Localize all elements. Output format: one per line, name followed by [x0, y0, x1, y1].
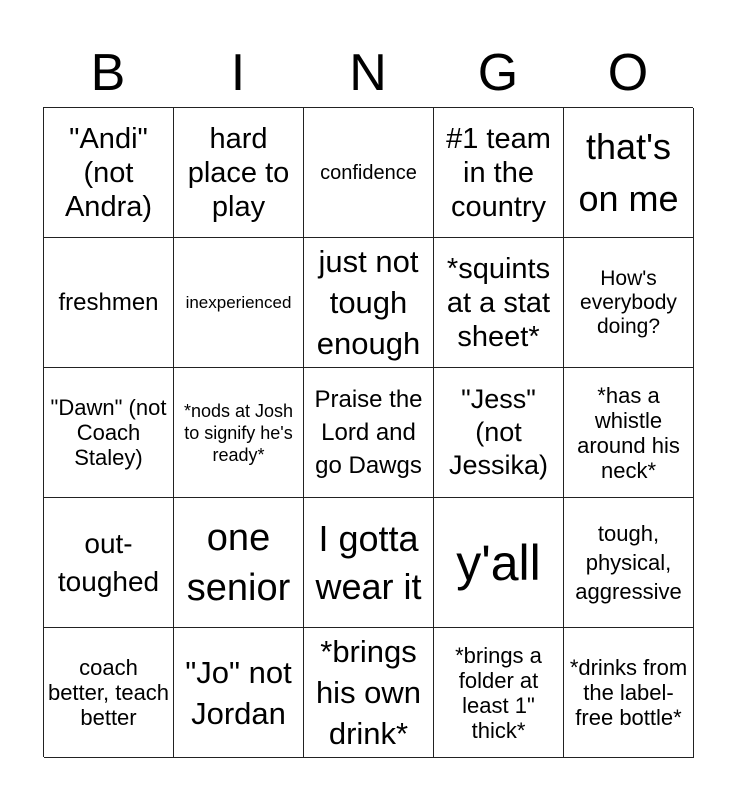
- bingo-cell-r1-c2[interactable]: [174, 108, 304, 238]
- bingo-header: [43, 40, 693, 106]
- bingo-cell-r2-c2[interactable]: [174, 238, 304, 368]
- bingo-cell-r3-c2[interactable]: [174, 368, 304, 498]
- header-letter-i: I: [230, 44, 246, 102]
- bingo-cell-r3-c3[interactable]: [304, 368, 434, 498]
- header-letter-o: O: [607, 44, 649, 102]
- cell-text: that's on me: [578, 125, 679, 219]
- cell-text: "Jess" (not Jessika): [448, 384, 549, 480]
- bingo-cell-r2-c1[interactable]: [44, 238, 174, 368]
- cell-text: just not tough enough: [316, 244, 421, 361]
- cell-text: y'all: [456, 534, 541, 591]
- cell-text: Praise the Lord and go Dawgs: [314, 386, 423, 479]
- bingo-cell-r4-c3[interactable]: [304, 498, 434, 628]
- bingo-cell-r4-c5[interactable]: [564, 498, 694, 628]
- bingo-cell-r1-c1[interactable]: [44, 108, 174, 238]
- cell-text: *nods at Josh to signify he's ready*: [183, 400, 294, 465]
- bingo-cell-r3-c1[interactable]: [44, 368, 174, 498]
- bingo-cell-r5-c1[interactable]: [44, 628, 174, 758]
- bingo-card-grid: [43, 107, 693, 757]
- bingo-cell-r5-c5[interactable]: [564, 628, 694, 758]
- cell-text: *brings his own drink*: [315, 634, 422, 751]
- cell-text: one senior: [186, 516, 291, 609]
- cell-text: *squints at a stat sheet*: [446, 252, 551, 353]
- bingo-cell-r2-c5[interactable]: [564, 238, 694, 368]
- bingo-cell-r2-c3[interactable]: [304, 238, 434, 368]
- header-letter-n: N: [349, 44, 387, 102]
- bingo-cell-r4-c1[interactable]: [44, 498, 174, 628]
- bingo-cell-r5-c3[interactable]: [304, 628, 434, 758]
- bingo-cell-r4-c4[interactable]: [434, 498, 564, 628]
- cell-text: coach better, teach better: [47, 655, 170, 730]
- cell-text: "Dawn" (not Coach Staley): [50, 395, 167, 470]
- bingo-cell-r1-c4[interactable]: [434, 108, 564, 238]
- cell-text: freshmen: [58, 288, 159, 316]
- header-letter-b: B: [90, 44, 126, 102]
- bingo-cell-r1-c5[interactable]: [564, 108, 694, 238]
- cell-text: confidence: [320, 161, 417, 184]
- bingo-cell-r3-c5[interactable]: [564, 368, 694, 498]
- bingo-cell-r5-c2[interactable]: [174, 628, 304, 758]
- bingo-cell-r4-c2[interactable]: [174, 498, 304, 628]
- cell-text: I gotta wear it: [315, 517, 422, 607]
- bingo-cell-r5-c4[interactable]: [434, 628, 564, 758]
- header-letter-g: G: [477, 44, 519, 102]
- bingo-cell-r2-c4[interactable]: [434, 238, 564, 368]
- cell-text: tough, physical, aggressive: [575, 521, 682, 604]
- cell-text: *brings a folder at least 1" thick*: [455, 642, 542, 743]
- cell-text: *drinks from the label-free bottle*: [569, 655, 688, 730]
- cell-text: "Jo" not Jordan: [185, 654, 292, 731]
- cell-text: "Andi" (not Andra): [64, 122, 153, 223]
- cell-text: *has a whistle around his neck*: [577, 382, 680, 483]
- cell-text: inexperienced: [185, 292, 292, 312]
- cell-text: #1 team in the country: [446, 122, 551, 223]
- bingo-cell-r1-c3[interactable]: [304, 108, 434, 238]
- cell-text: How's everybody doing?: [580, 266, 677, 338]
- cell-text: out-toughed: [57, 527, 160, 597]
- cell-text: hard place to play: [187, 122, 290, 223]
- bingo-cell-r3-c4[interactable]: [434, 368, 564, 498]
